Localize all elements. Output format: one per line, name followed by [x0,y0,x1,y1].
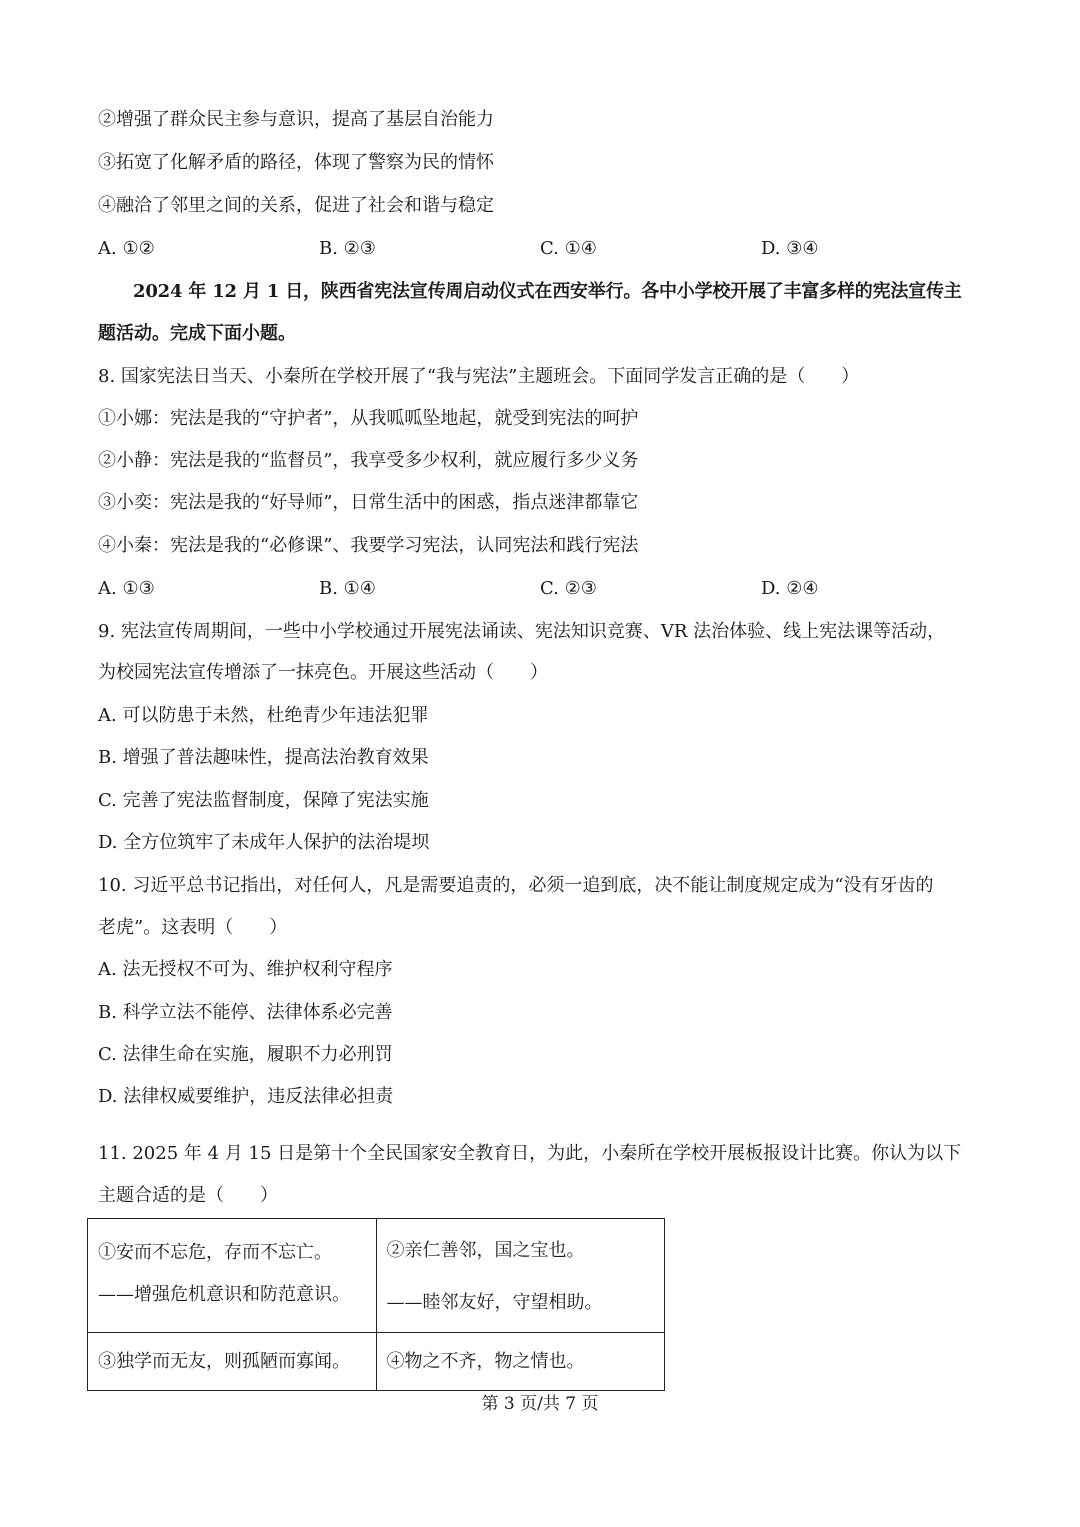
q11-stem-line-1: 11. 2025 年 4 月 15 日是第十个全民国家安全教育日，为此，小秦所在学校开展板报设计比赛。你认为以下 [98,1143,962,1164]
q7-item-2: ②增强了群众民主参与意识，提高了基层自治能力 [98,109,494,130]
q10-stem-line-2: 老虎”。这表明（ ） [98,917,288,938]
q8-options [98,577,998,601]
q9-option-a[interactable]: A. 可以防患于未然，杜绝青少年违法犯罪 [98,705,429,726]
q7-option-d[interactable]: D. ③④ [761,238,819,259]
q8-option-a[interactable]: A. ①③ [98,578,155,599]
q8-option-c[interactable]: C. ②③ [540,578,597,599]
q10-option-c[interactable]: C. 法律生命在实施，履职不力必刑罚 [98,1044,393,1065]
q8-option-b[interactable]: B. ①④ [319,578,376,599]
theme-cell-4 [376,1333,665,1391]
q8-item-2: ②小静：宪法是我的“监督员”，我享受多少权利，就应履行多少义务 [98,450,639,471]
q7-options [98,237,998,261]
q8-stem: 8. 国家宪法日当天、小秦所在学校开展了“我与宪法”主题班会。下面同学发言正确的是（ ） [98,366,860,387]
theme-cell-2 [376,1219,665,1333]
theme-1-subtitle: ——增强危机意识和防范意识。 [98,1284,350,1305]
q9-option-b[interactable]: B. 增强了普法趣味性，提高法治教育效果 [98,747,429,768]
theme-4-title: ④物之不齐，物之情也。 [386,1350,585,1372]
q8-item-4: ④小秦：宪法是我的“必修课”、我要学习宪法，认同宪法和践行宪法 [98,535,639,556]
q9-option-c[interactable]: C. 完善了宪法监督制度，保障了宪法实施 [98,790,429,811]
q9-option-d[interactable]: D. 全方位筑牢了未成年人保护的法治堤坝 [98,832,430,853]
q7-item-3: ③拓宽了化解矛盾的路径，体现了警察为民的情怀 [98,152,494,173]
q7-option-a[interactable]: A. ①② [98,238,155,259]
q8-item-1: ①小娜：宪法是我的“守护者”，从我呱呱坠地起，就受到宪法的呵护 [98,408,639,429]
q10-option-a[interactable]: A. 法无授权不可为、维护权利守程序 [98,959,393,980]
q7-item-4: ④融洽了邻里之间的关系，促进了社会和谐与稳定 [98,195,494,216]
theme-3-title: ③独学而无友，则孤陋而寡闻。 [98,1350,350,1372]
q7-option-c[interactable]: C. ①④ [540,238,597,259]
theme-1-title: ①安而不忘危，存而不忘亡。 [98,1242,332,1263]
q10-option-b[interactable]: B. 科学立法不能停、法律体系必完善 [98,1002,393,1023]
page-number: 第 3 页/共 7 页 [481,1394,599,1414]
q8-option-d[interactable]: D. ②④ [761,578,819,599]
q10-option-d[interactable]: D. 法律权威要维护，违反法律必担责 [98,1086,394,1107]
theme-2-title: ②亲仁善邻，国之宝也。 [386,1240,585,1261]
q10-stem-line-1: 10. 习近平总书记指出，对任何人，凡是需要追责的，必须一追到底，决不能让制度规定成为“没有牙齿的 [98,875,934,896]
q8-item-3: ③小奕：宪法是我的“好导师”，日常生活中的困惑，指点迷津都靠它 [98,492,639,513]
q9-stem-line-2: 为校园宪法宣传增添了一抹亮色。开展这些活动（ ） [98,662,548,683]
material-line-2: 题活动。完成下面小题。 [98,323,296,344]
q11-theme-table [87,1218,665,1391]
q11-stem-line-2: 主题合适的是（ ） [98,1185,278,1206]
theme-cell-3 [88,1333,377,1391]
q7-option-b[interactable]: B. ②③ [319,238,376,259]
theme-cell-1 [88,1219,377,1333]
q9-stem-line-1: 9. 宪法宣传周期间，一些中小学校通过开展宪法诵读、宪法知识竞赛、VR 法治体验、线上宪法课等活动， [98,621,946,642]
theme-2-subtitle: ——睦邻友好，守望相助。 [386,1292,603,1313]
material-line-1: 2024 年 12 月 1 日，陕西省宪法宣传周启动仪式在西安举行。各中小学校开展了丰富多样的宪法宣传主 [133,281,962,302]
